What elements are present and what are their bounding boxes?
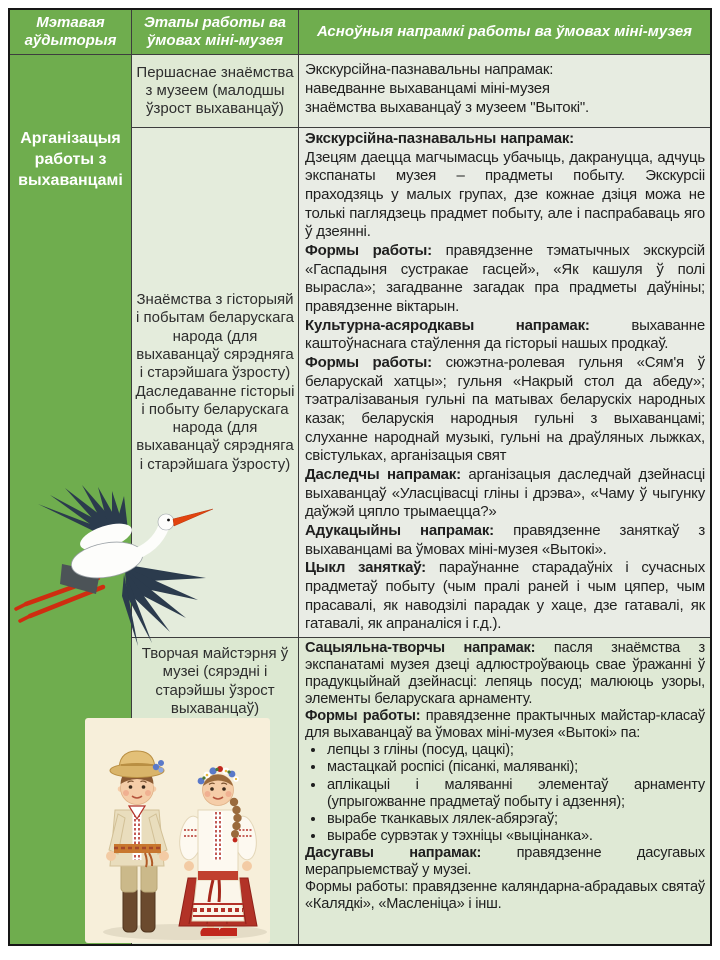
paragraph xyxy=(135,291,295,382)
header-stages xyxy=(132,10,299,55)
bold-lead: Культурна-асяродкавы напрамак: xyxy=(305,316,632,334)
paragraph xyxy=(305,80,705,99)
text-run: правядзенне практычных майстар-класаў для выхаванцаў ва ўмовах міні-музея «Вытокі» па: xyxy=(305,708,705,742)
text-run: выхаванне каштоўнаснага стаўлення да гісторыі нашых продкаў. xyxy=(305,316,705,353)
header-target-audience xyxy=(10,10,132,55)
bold-lead: Экскурсійна-пазнавальны напрамак: xyxy=(305,130,574,147)
bold-lead: Формы работы: xyxy=(305,242,446,260)
stork-wing-lower xyxy=(122,564,206,646)
stork-head xyxy=(158,514,174,530)
bold-lead: Даследчы напрамак: xyxy=(305,466,469,484)
bold-lead: Формы работы: xyxy=(305,354,446,372)
text-run: Даследаванне гісторыі і побыту беларускага народа (для выхаванцаў сярэдняга і старэйшага ўзросту) xyxy=(135,382,295,473)
bold-lead: Формы работы: xyxy=(305,708,426,725)
children-icon xyxy=(85,718,270,943)
paragraph xyxy=(305,317,705,354)
directions-cell-row2 xyxy=(299,128,710,638)
bullet-item: • вырабе сурвэтак у тэхніцы «выцінанка». xyxy=(326,828,705,845)
stork-icon xyxy=(10,478,215,663)
text-run: пасля знаёмства з экспанатамі музея дзеці адлюстроўваюць свае ўражанні ў прадукцыйнай дзейнасці: лепяць посуд; малююць узоры, элементы беларускага арнаменту. xyxy=(305,640,706,708)
header-directions xyxy=(299,10,710,55)
text-run: Формы работы: правядзенне каляндарна-абрадавых святаў «Калядкі», «Масленіца» і інш. xyxy=(305,878,705,912)
bold-lead: Цыкл заняткаў: xyxy=(305,559,439,577)
paragraph xyxy=(305,130,705,149)
paragraph xyxy=(305,61,705,80)
stork-eye xyxy=(167,519,170,522)
text-run: параўнанне старадаўніх і сучасных прадметаў побыту (чым пралі раней і чым цяпер, чым прасавалі, як наводзілі парадак у хаце, дзе гатавалі, як гатавалі, як апраналіся і г.д.). xyxy=(305,559,705,633)
paragraph xyxy=(305,466,705,522)
header-directions-label: Асноўныя напрамкі работы ва ўмовах міні-музея xyxy=(316,23,693,41)
paragraph xyxy=(305,845,705,879)
text-run: правядзенне заняткаў з выхаванцамі ва ўмовах міні-музея «Вытокі». xyxy=(305,522,705,558)
bullet-list xyxy=(305,742,705,844)
stork-illustration xyxy=(10,478,215,663)
paragraph xyxy=(305,879,705,913)
bold-lead: Дасугавы напрамак: xyxy=(305,844,517,861)
bold-lead: Сацыяльна-творчы напрамак: xyxy=(305,640,554,656)
directions-cell-row1 xyxy=(299,55,710,128)
text-run: знаёмства выхаванцаў з музеем "Вытокі". xyxy=(305,98,589,116)
paragraph xyxy=(135,383,295,474)
paragraph xyxy=(305,559,705,634)
paragraph xyxy=(135,64,295,119)
text-run: правядзенне дасугавых мерапрыемстваў у музеі. xyxy=(305,844,705,878)
bullet-item: • вырабе тканкавых лялек-абярэгаў; xyxy=(326,811,705,828)
text-run: наведванне выхаванцамі міні-музея xyxy=(305,79,550,97)
children-illustration xyxy=(85,718,270,943)
paragraph xyxy=(305,354,705,466)
paragraph xyxy=(305,99,705,118)
text-run: Творчая майстэрня ў музеі (сярэдні і старэйшы ўзрост выхаванцаў) xyxy=(141,645,289,717)
bullet-item: • аплікацыі і маляванні элементаў арнаменту (упрыгожванне прадметаў побыту і адзення); xyxy=(326,777,705,811)
text-run: правядзенне тэматычных экскурсій «Гаспадыня сустракае гасцей», «Як кашуля ў полі вырасла»; загадванне загадак пра прадметы даўніны; правядзенне віктарын. xyxy=(305,242,705,316)
paragraph xyxy=(305,640,705,708)
bold-lead: Адукацыйны напрамак: xyxy=(305,522,514,540)
text-run: Першаснае знаёмства з музеем (малодшы ўзрост выхаванцаў) xyxy=(136,63,294,118)
stork-neck xyxy=(130,526,164,556)
text-run: Знаёмства з гісторыяй і побытам беларускага народа (для выхаванцаў сярэдняга і старэйшага ўзросту) xyxy=(136,291,294,382)
paragraph xyxy=(305,522,705,559)
text-run: сюжэтна-ролевая гульня «Сям'я ў беларускай хатцы»; гульня «Накрый стол да абеду»; тэатралізаваныя гульні па матывах беларускіх народных казак; беларускія народныя гульні з выхаванцамі; слуханне народнай музыкі, гульні на драўляных лыжках, свістульках, арганізацыя свят xyxy=(305,354,705,465)
text-run: Экскурсійна-пазнавальны напрамак: xyxy=(305,61,554,78)
paragraph xyxy=(305,242,705,317)
stork-beak xyxy=(173,509,213,526)
text-run: арганізацыя даследчай дзейнасці выхаванцаў «Уласцівасці гліны і дрэва», «Чаму ў чыгунку даўжэй цяпло трымаецца?» xyxy=(305,466,705,521)
paragraph xyxy=(305,149,705,242)
bullet-item: • мастацкай роспісі (пісанкі, маляванкі); xyxy=(326,759,705,776)
directions-cell-row3 xyxy=(299,638,710,944)
header-target-audience-label: Мэтавая аўдыторыя xyxy=(24,14,117,49)
bullet-item: • лепцы з гліны (посуд, цацкі); xyxy=(326,742,705,759)
paragraph xyxy=(305,708,705,742)
header-stages-label: Этапы работы ва ўмовах міні-музея xyxy=(143,14,287,49)
audience-label: Арганізацыя работы з выхаванцамі xyxy=(18,130,123,189)
stage-cell-first-acquaintance xyxy=(132,55,299,128)
text-run: Дзецям даецца магчымасць убачыць, дакрануцца, адчуць экспанаты музея – прадметы побыту. Экскурсіі праходзяць у малых групах, дзе кожнае дзіця можа не толькі паглядзець прадмет побыту, але і паспрабаваць яго ў дзеянні. xyxy=(305,148,705,241)
